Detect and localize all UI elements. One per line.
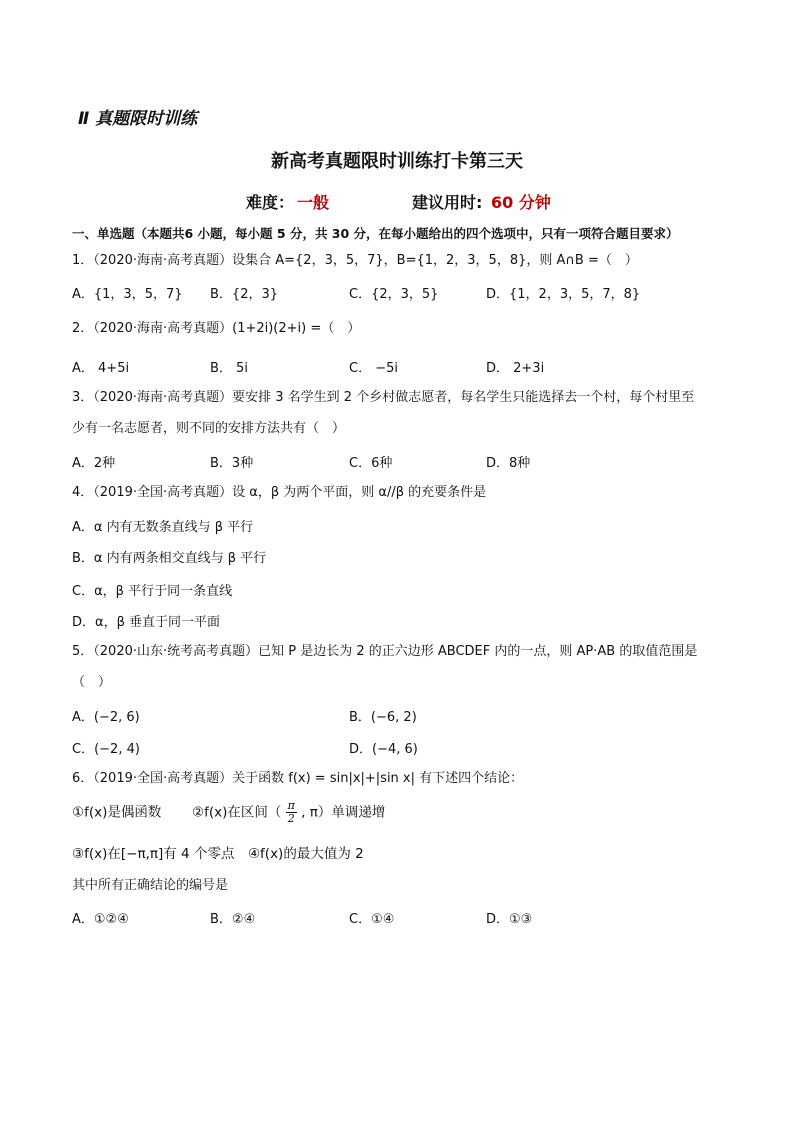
question-2-stem: 2．（2020·海南·高考真题）(1+2i)(2+i) =（ ）	[72, 321, 361, 336]
fraction-numerator: π	[287, 799, 295, 812]
question-2-option-d[interactable]: D． 2+3i	[486, 361, 545, 376]
question-5-option-b[interactable]: B．(−6, 2)	[349, 710, 417, 725]
question-3-option-a[interactable]: A．2种	[72, 456, 116, 471]
question-5-option-d[interactable]: D．(−4, 6)	[349, 742, 418, 757]
question-1-option-c[interactable]: C．{2，3，5}	[349, 287, 439, 302]
question-1-option-a[interactable]: A．{1，3，5，7}	[72, 287, 183, 302]
time-label: 建议用时:	[412, 193, 483, 212]
question-6-conclusions-line2: ③f(x)在[−π,π]有 4 个零点 ④f(x)的最大值为 2	[72, 846, 364, 862]
pi-over-two-fraction	[286, 800, 297, 825]
question-4-option-a[interactable]: A．α 内有无数条直线与 β 平行	[72, 520, 254, 535]
question-4-stem: 4．（2019·全国·高考真题）设 α，β 为两个平面，则 α//β 的充要条件是	[72, 485, 487, 500]
difficulty-label: 难度：	[246, 193, 295, 212]
question-5-stem-line1: 5．（2020·山东·统考高考真题）已知 P 是边长为 2 的正六边形 ABCDEF 内的一点，则 AP·AB 的取值范围是	[72, 644, 698, 659]
question-3-option-b[interactable]: B．3种	[210, 456, 254, 471]
time-value: 60 分钟	[491, 193, 551, 212]
question-1-option-d[interactable]: D．{1，2，3，5，7，8}	[486, 287, 641, 302]
section-title: Ⅱ 真题限时训练	[78, 109, 198, 129]
question-4-option-b[interactable]: B．α 内有两条相交直线与 β 平行	[72, 551, 267, 566]
question-2-option-b[interactable]: B． 5i	[210, 361, 248, 376]
question-3-stem-line1: 3．（2020·海南·高考真题）要安排 3 名学生到 2 个乡村做志愿者，每名学生只能选择去一个村，每个村里至	[72, 390, 695, 405]
conclusion-2-suffix: , π）单调递增	[301, 804, 386, 821]
question-2-option-a[interactable]: A． 4+5i	[72, 361, 130, 376]
question-3-stem-line2: 少有一名志愿者，则不同的安排方法共有（ ）	[72, 421, 346, 436]
question-1-option-b[interactable]: B．{2，3}	[210, 287, 279, 302]
question-5-option-c[interactable]: C．(−2, 4)	[72, 742, 140, 757]
question-6-conclusions-line1	[72, 800, 385, 825]
question-1-stem: 1．（2020·海南·高考真题）设集合 A={2，3，5，7}，B={1，2，3，5，8}，则 A∩B =（ ）	[72, 253, 638, 268]
question-5-option-a[interactable]: A．(−2, 6)	[72, 710, 140, 725]
conclusion-2-prefix: ②f(x)在区间（	[191, 804, 282, 821]
page-title: 新高考真题限时训练打卡第三天	[271, 151, 523, 172]
question-3-option-c[interactable]: C．6种	[349, 456, 393, 471]
difficulty-value: 一般	[297, 193, 330, 212]
question-6-stem: 6．（2019·全国·高考真题）关于函数 f(x) = sin|x|+|sin x| 有下述四个结论：	[72, 771, 524, 786]
instructions: 一、单选题（本题共6 小题，每小题 5 分，共 30 分，在每小题给出的四个选项中，只有一项符合题目要求）	[72, 226, 679, 241]
fraction-denominator: 2	[287, 812, 295, 825]
question-4-option-d[interactable]: D．α，β 垂直于同一平面	[72, 615, 221, 630]
question-3-option-d[interactable]: D．8种	[486, 456, 531, 471]
question-6-option-d[interactable]: D．①③	[486, 912, 533, 927]
conclusion-1: ①f(x)是偶函数	[72, 804, 162, 821]
question-2-option-c[interactable]: C． −5i	[349, 361, 398, 376]
question-6-option-a[interactable]: A．①②④	[72, 912, 129, 927]
question-6-option-b[interactable]: B．②④	[210, 912, 256, 927]
question-6-prompt: 其中所有正确结论的编号是	[72, 878, 229, 893]
question-5-stem-line2: （ ）	[72, 675, 112, 690]
question-6-option-c[interactable]: C．①④	[349, 912, 395, 927]
question-4-option-c[interactable]: C．α，β 平行于同一条直线	[72, 584, 233, 599]
